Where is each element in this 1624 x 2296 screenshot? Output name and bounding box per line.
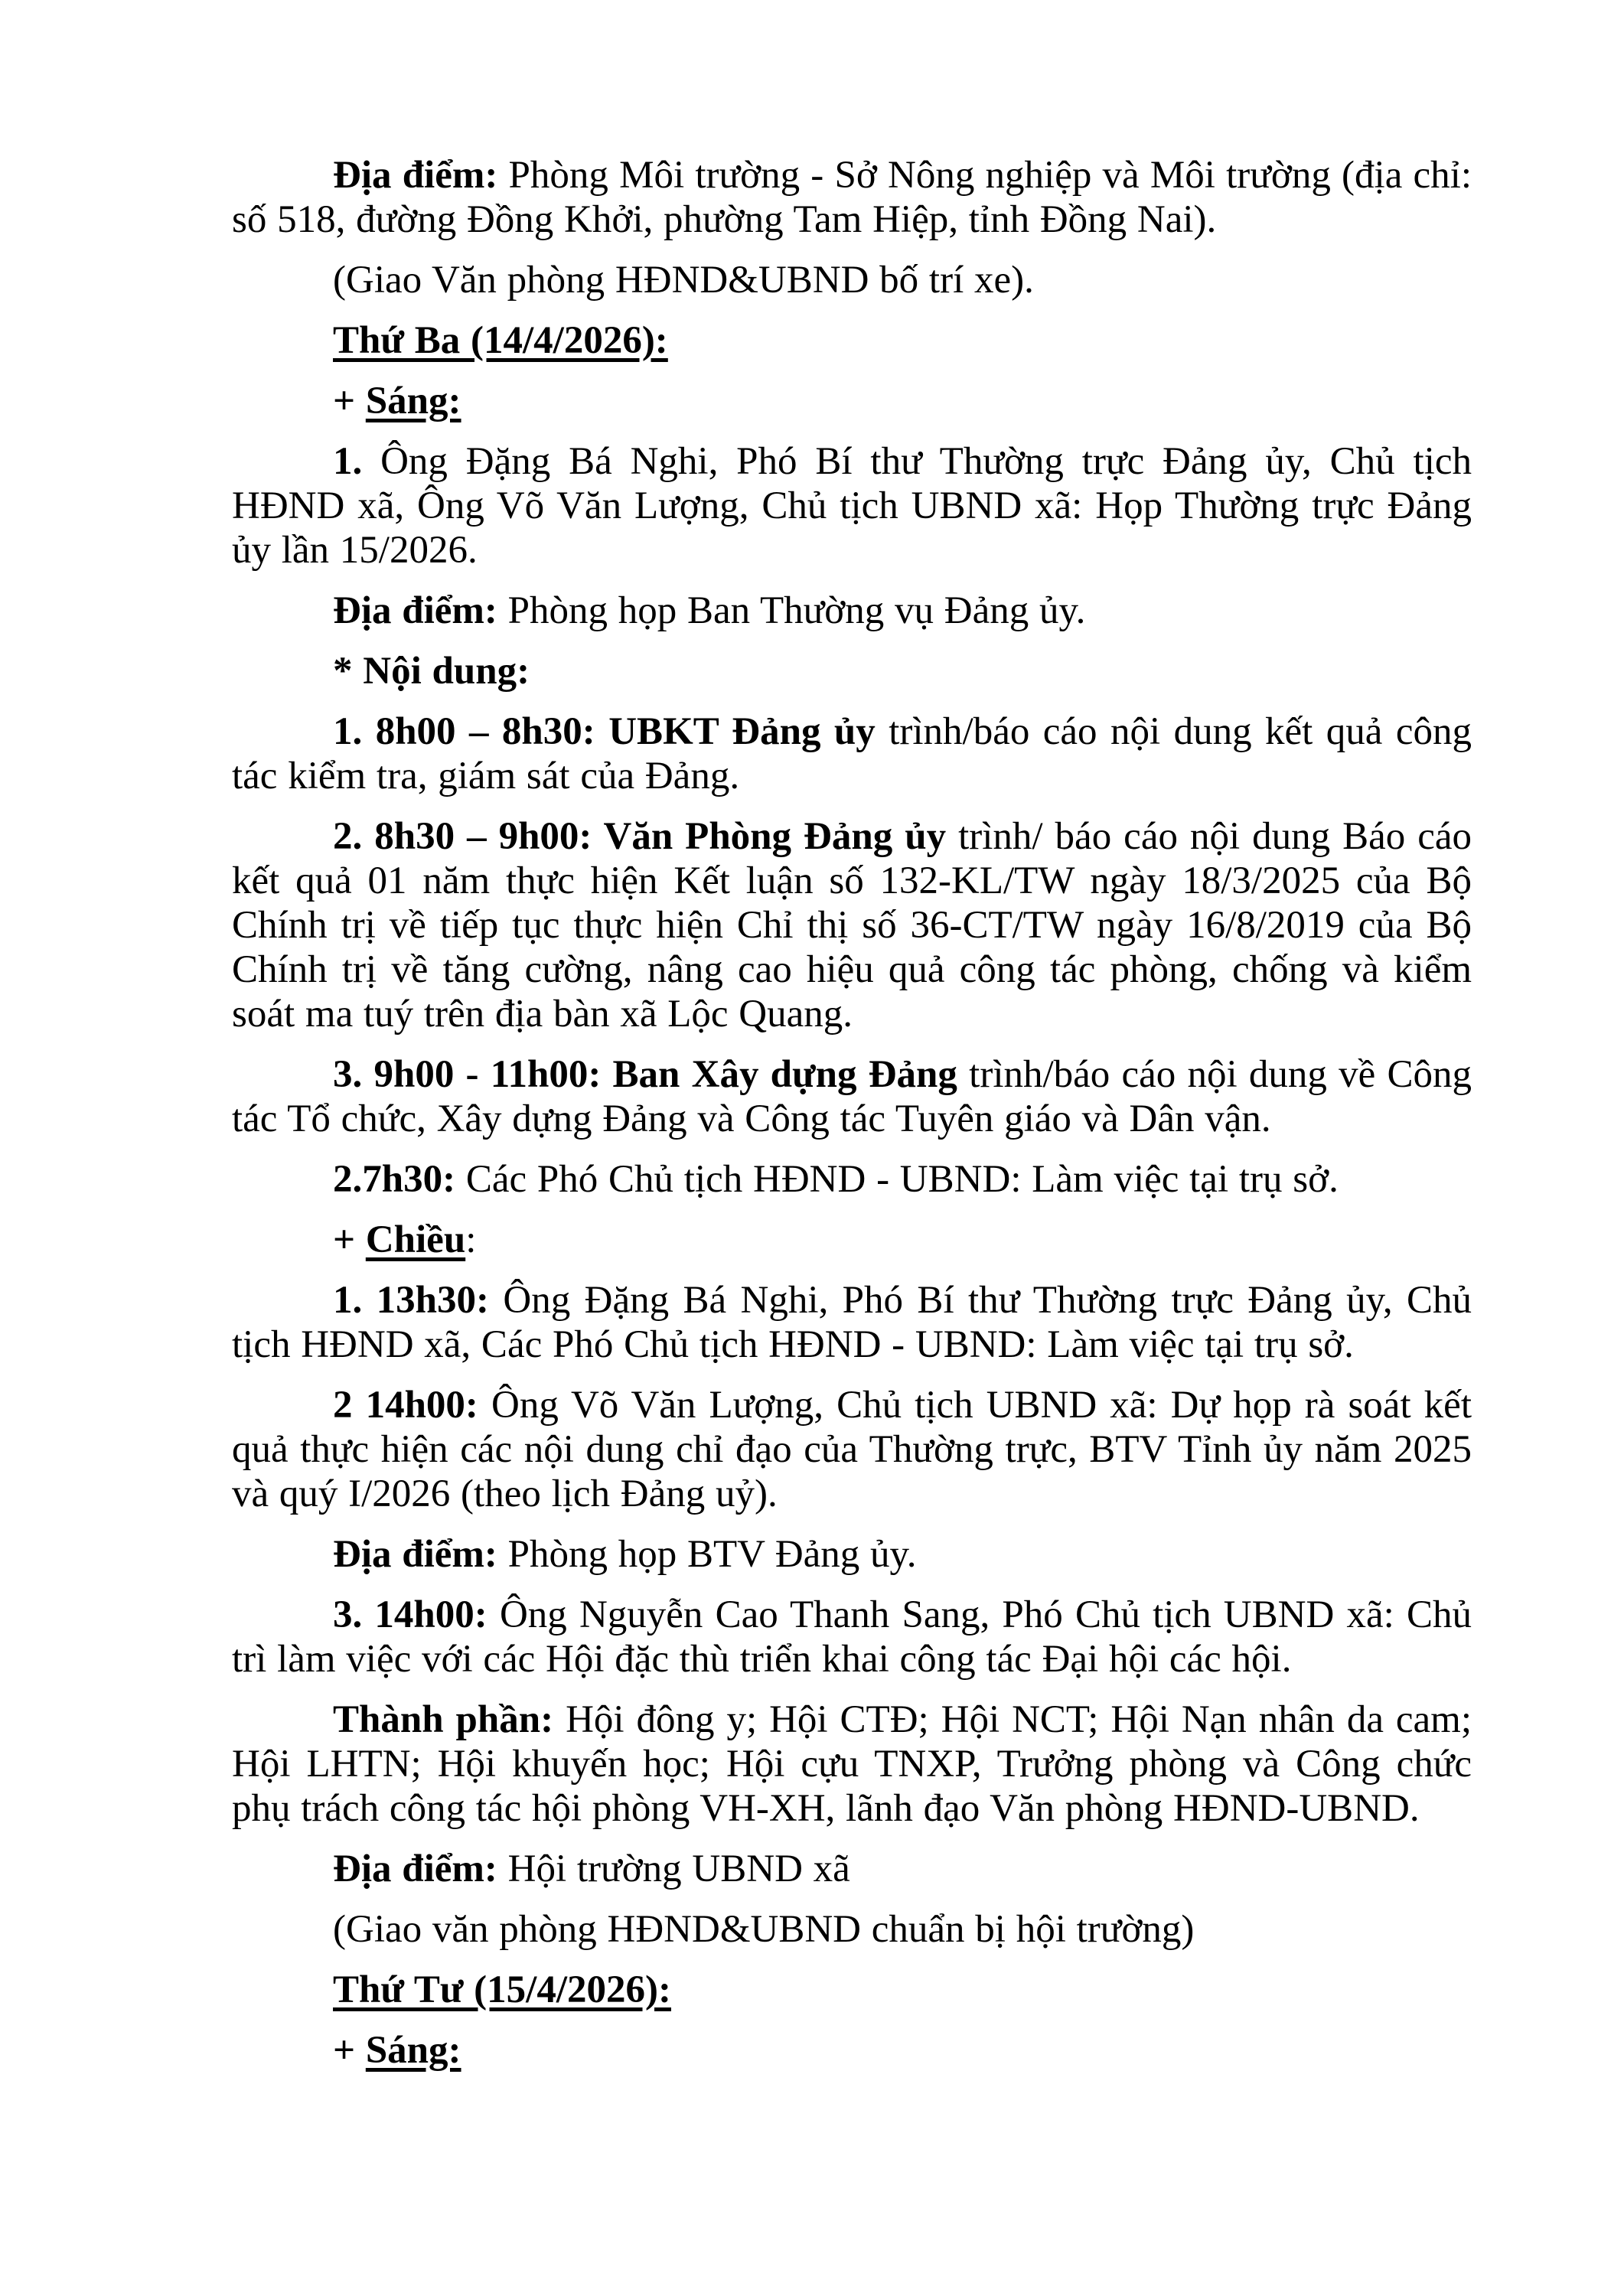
bold-text-segment: 3. 9h00 - 11h00: Ban Xây dựng Đảng	[333, 1053, 957, 1096]
bold-text-segment: +	[333, 380, 366, 422]
paragraph-10	[232, 1052, 1472, 1141]
bold-text-segment: +	[333, 2029, 366, 2072]
heading-text-segment: Thứ Tư (15/4/2026):	[333, 1968, 671, 2011]
text-segment: trình/ báo cáo nội dung Báo cáo kết quả 01 năm thực hiện Kết luận số 132-KL/TW ngày 18/3/2025 của Bộ Chính trị về tiếp tục thực hiện Chỉ thị số 36-CT/TW ngày 16/8/2019 của Bộ Chính trị về tăng cường, nâng cao hiệu quả công tác phòng, chống và kiểm soát ma tuý trên địa bàn xã Lộc Quang.	[232, 815, 1472, 1035]
text-segment: Ông Đặng Bá Nghi, Phó Bí thư Thường trực Đảng ủy, Chủ tịch HĐND xã, Ông Võ Văn Lượng, Chủ tịch UBND xã: Họp Thường trực Đảng ủy lần 15/2026.	[232, 440, 1472, 572]
paragraph-14	[232, 1383, 1472, 1516]
heading-text-segment: Chiều	[365, 1218, 466, 1261]
text-segment: trình/báo cáo nội dung về Công tác Tổ chức, Xây dựng Đảng và Công tác Tuyên giáo và Dân vận.	[232, 1053, 1472, 1140]
paragraph-4	[232, 379, 1472, 423]
bold-text-segment: 2.7h30:	[333, 1158, 456, 1201]
paragraph-9	[232, 814, 1472, 1036]
text-segment: Ông Nguyễn Cao Thanh Sang, Phó Chủ tịch UBND xã: Chủ trì làm việc với các Hội đặc thù triển khai công tác Đại hội các hội.	[232, 1593, 1472, 1681]
text-segment: (Giao văn phòng HĐND&UBND chuẩn bị hội trường)	[333, 1908, 1195, 1951]
text-segment: Phòng họp Ban Thường vụ Đảng ủy.	[497, 589, 1086, 632]
paragraph-8	[232, 709, 1472, 798]
bold-text-segment: 1. 13h30:	[333, 1279, 489, 1322]
paragraph-20	[232, 1968, 1472, 2012]
heading-text-segment: Sáng:	[365, 2029, 461, 2072]
text-segment: Phòng họp BTV Đảng ủy.	[497, 1533, 917, 1576]
bold-text-segment: +	[333, 1218, 366, 1261]
text-segment: (Giao Văn phòng HĐND&UBND bố trí xe).	[333, 259, 1034, 302]
bold-text-segment: Địa điểm:	[333, 589, 497, 632]
paragraph-13	[232, 1278, 1472, 1367]
bold-text-segment: Địa điểm:	[333, 154, 498, 197]
paragraph-6	[232, 589, 1472, 633]
paragraph-5	[232, 439, 1472, 572]
bold-text-segment: Địa điểm:	[333, 1533, 497, 1576]
text-segment: Ông Đặng Bá Nghi, Phó Bí thư Thường trực Đảng ủy, Chủ tịch HĐND xã, Các Phó Chủ tịch HĐND - UBND: Làm việc tại trụ sở.	[232, 1279, 1472, 1366]
paragraph-17	[232, 1698, 1472, 1831]
text-segment: :	[465, 1218, 477, 1261]
document-body	[232, 153, 1472, 2073]
bold-text-segment: 3. 14h00:	[333, 1593, 488, 1636]
bold-text-segment: Địa điểm:	[333, 1848, 497, 1890]
paragraph-7	[232, 649, 1472, 693]
text-segment: Các Phó Chủ tịch HĐND - UBND: Làm việc tại trụ sở.	[455, 1158, 1339, 1201]
bold-text-segment: * Nội dung:	[333, 650, 530, 693]
paragraph-15	[232, 1532, 1472, 1577]
text-segment: Hội trường UBND xã	[497, 1848, 850, 1890]
paragraph-1	[232, 153, 1472, 242]
bold-text-segment: 2. 8h30 – 9h00: Văn Phòng Đảng ủy	[333, 815, 947, 858]
text-segment: Ông Võ Văn Lượng, Chủ tịch UBND xã: Dự họp rà soát kết quả thực hiện các nội dung chỉ đạo của Thường trực, BTV Tỉnh ủy năm 2025 và quý I/2026 (theo lịch Đảng uỷ).	[232, 1384, 1472, 1515]
paragraph-19	[232, 1907, 1472, 1952]
paragraph-12	[232, 1218, 1472, 1262]
text-segment: Phòng Môi trường - Sở Nông nghiệp và Môi trường (địa chỉ: số 518, đường Đồng Khởi, phường Tam Hiệp, tỉnh Đồng Nai).	[232, 154, 1472, 241]
text-segment: trình/báo cáo nội dung kết quả công tác kiểm tra, giám sát của Đảng.	[232, 710, 1472, 797]
paragraph-16	[232, 1593, 1472, 1681]
heading-text-segment: Thứ Ba (14/4/2026):	[333, 319, 668, 362]
bold-text-segment: Thành phần:	[333, 1698, 554, 1741]
paragraph-3	[232, 318, 1472, 363]
paragraph-11	[232, 1157, 1472, 1202]
bold-text-segment: 2 14h00:	[333, 1384, 478, 1427]
bold-text-segment: 1.	[333, 440, 363, 483]
paragraph-21	[232, 2028, 1472, 2073]
paragraph-18	[232, 1847, 1472, 1891]
bold-text-segment: 1. 8h00 – 8h30: UBKT Đảng ủy	[333, 710, 876, 753]
text-segment: Hội đông y; Hội CTĐ; Hội NCT; Hội Nạn nhân da cam; Hội LHTN; Hội khuyến học; Hội cựu TNXP, Trưởng phòng và Công chức phụ trách công tác hội phòng VH-XH, lãnh đạo Văn phòng HĐND-UBND.	[232, 1698, 1472, 1830]
paragraph-2	[232, 258, 1472, 302]
heading-text-segment: Sáng:	[365, 380, 461, 422]
